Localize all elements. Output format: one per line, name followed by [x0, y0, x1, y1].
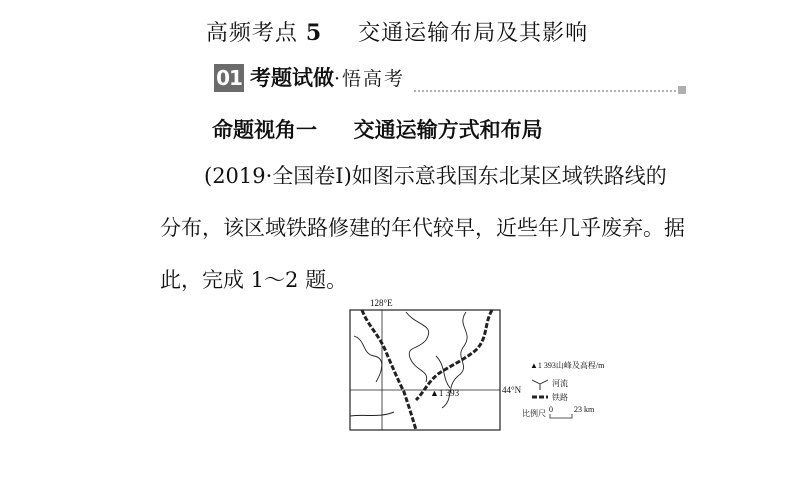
legend-scale-end: 23 km: [574, 405, 595, 414]
map-frame: [350, 310, 500, 430]
question-text: [160, 150, 760, 306]
question-line-3: 此，完成 1～2 题。: [160, 268, 348, 292]
title-number: 5: [305, 20, 323, 46]
legend-peak: ▲1 393山峰及高程/m: [530, 361, 605, 370]
legend-river: 河流: [552, 379, 568, 388]
perspective-heading: [212, 114, 543, 144]
legend-scale-bar: [550, 414, 572, 418]
section-separator: ·: [334, 68, 343, 90]
peak-label: ▲1 393: [430, 388, 460, 398]
question-line-1: (2019·全国卷Ⅰ)如图示意我国东北某区域铁路线的: [204, 164, 667, 188]
section-title: 考题试做: [250, 65, 334, 90]
section-divider-end: [678, 86, 686, 94]
legend-scale-label: 比例尺: [522, 409, 546, 418]
title-main: 高频考点: [205, 21, 298, 46]
title-topic: 交通运输布局及其影响: [358, 21, 589, 46]
section-header: [214, 62, 684, 96]
perspective-topic: 交通运输方式和布局: [353, 117, 543, 142]
legend-river-symbol: [532, 380, 548, 390]
section-subtitle: 悟高考: [342, 68, 406, 90]
railway-map-figure: [346, 296, 616, 436]
legend-scale-start: 0: [549, 405, 553, 414]
legend-railway: 铁路: [552, 393, 568, 402]
question-line-2: 分布，该区域铁路修建的年代较早，近些年几乎废弃。据: [160, 216, 685, 240]
section-number: 01: [214, 64, 244, 92]
page-title: [0, 16, 794, 47]
railway-map: [346, 296, 616, 436]
section-label: [250, 62, 405, 92]
longitude-label: 128°E: [370, 298, 393, 308]
latitude-label: 44°N: [502, 385, 522, 395]
section-divider: [414, 90, 676, 92]
perspective-label: 命题视角一: [212, 117, 317, 142]
